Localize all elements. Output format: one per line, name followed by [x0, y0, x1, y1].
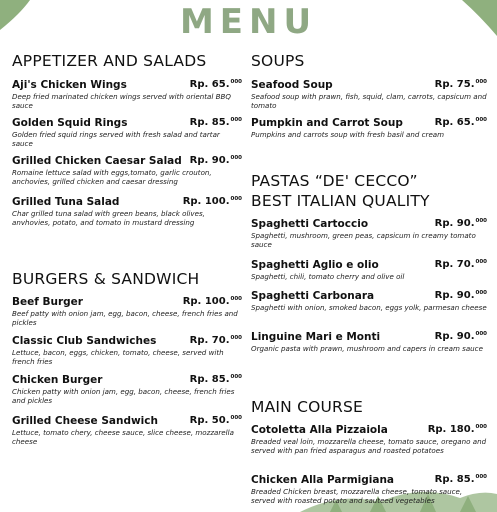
item-name: Seafood Soup [251, 79, 333, 91]
item-description: Spaghetti with onion, smoked bacon, eggs yolk, parmesan cheese [251, 303, 487, 312]
item-name: Cotoletta Alla Pizzaiola [251, 424, 388, 436]
item-name: Chicken Burger [12, 374, 103, 386]
item-name: Chicken Alla Parmigiana [251, 474, 395, 486]
pastas-heading: PASTAS “DE' CECCO” [251, 172, 418, 190]
item-price: Rp. 70.$^{000}$ [434, 259, 487, 270]
item-name: Spaghetti Aglio e olio [251, 259, 379, 271]
item-description: Spaghetti, chili, tomato cherry and olive oil [251, 272, 405, 281]
item-price: Rp. 70.$^{000}$ [189, 335, 242, 346]
item-name: Golden Squid Rings [12, 117, 128, 129]
item-description: Breaded Chicken breast, mozzarella cheese, tomato sauce, served with roasted potato and sauteed vegetables [251, 487, 463, 505]
item-description: Char grilled tuna salad with green beans, black olives, anvhovies, potato, and tomato in mustard dressing [12, 209, 205, 227]
main-course-heading: MAIN COURSE [251, 398, 364, 416]
item-name: Spaghetti Carbonara [251, 290, 375, 302]
item-name: Aji's Chicken Wings [12, 79, 127, 91]
item-description: Romaine lettuce salad with eggs,tomato, garlic crouton, anchovies, grilled chicken and caesar dressing [12, 168, 212, 186]
item-description: Organic pasta with prawn, mushroom and capers in cream sauce [251, 344, 483, 353]
menu-title: MENU [179, 2, 318, 42]
item-name: Grilled Cheese Sandwich [12, 415, 158, 427]
item-description: Lettuce, tomato chery, cheese sauce, slice cheese, mozzarella cheese [12, 428, 234, 446]
item-price: Rp. 85.$^{000}$ [434, 474, 487, 485]
item-price: Rp. 180.$^{000}$ [427, 424, 487, 435]
item-description: Chicken patty with onion jam, egg, bacon, cheese, french fries and pickles [12, 387, 235, 405]
item-description: Seafood soup with prawn, fish, squid, clam, carrots, capsicum and tomato [251, 92, 487, 110]
item-price: Rp. 75.$^{000}$ [434, 79, 487, 90]
item-name: Grilled Tuna Salad [12, 196, 120, 208]
item-name: Grilled Chicken Caesar Salad [12, 155, 182, 167]
item-price: Rp. 90.$^{000}$ [434, 290, 487, 301]
item-description: Pumpkins and carrots soup with fresh basil and cream [251, 130, 445, 139]
item-description: Lettuce, bacon, eggs, chicken, tomato, cheese, served with french fries [12, 348, 224, 366]
item-price: Rp. 90.$^{000}$ [434, 218, 487, 229]
item-price: Rp. 85.$^{000}$ [189, 374, 242, 385]
item-name: Beef Burger [12, 296, 83, 308]
item-price: Rp. 100.$^{000}$ [182, 296, 242, 307]
appetizer-heading: APPETIZER AND SALADS [12, 52, 207, 70]
item-description: Beef patty with onion jam, egg, bacon, cheese, french fries and pickles [12, 309, 238, 327]
soups-heading: SOUPS [251, 52, 305, 70]
item-description: Spaghetti, mushroom, green peas, capsicum in creamy tomato sauce [251, 231, 476, 249]
pastas-subheading: BEST ITALIAN QUALITY [251, 192, 430, 210]
item-name: Linguine Mari e Monti [251, 331, 381, 343]
item-name: Pumpkin and Carrot Soup [251, 117, 403, 129]
item-price: Rp. 65.$^{000}$ [434, 117, 487, 128]
item-price: Rp. 65.$^{000}$ [189, 79, 242, 90]
item-price: Rp. 85.$^{000}$ [189, 117, 242, 128]
burgers-heading: BURGERS & SANDWICH [12, 270, 200, 288]
item-price: Rp. 100.$^{000}$ [182, 196, 242, 207]
item-description: Golden fried squid rings served with fresh salad and tartar sauce [12, 130, 220, 148]
item-price: Rp. 50.$^{000}$ [189, 415, 242, 426]
item-price: Rp. 90.$^{000}$ [434, 331, 487, 342]
item-price: Rp. 90.$^{000}$ [189, 155, 242, 166]
item-description: Deep fried marinated chicken wings served with oriental BBQ sauce [12, 92, 231, 110]
item-name: Spaghetti Cartoccio [251, 218, 369, 230]
item-description: Breaded veal loin, mozzarella cheese, tomato sauce, oregano and served with pan fried asparagus and roasted potatoes [251, 437, 487, 455]
item-name: Classic Club Sandwiches [12, 335, 157, 347]
